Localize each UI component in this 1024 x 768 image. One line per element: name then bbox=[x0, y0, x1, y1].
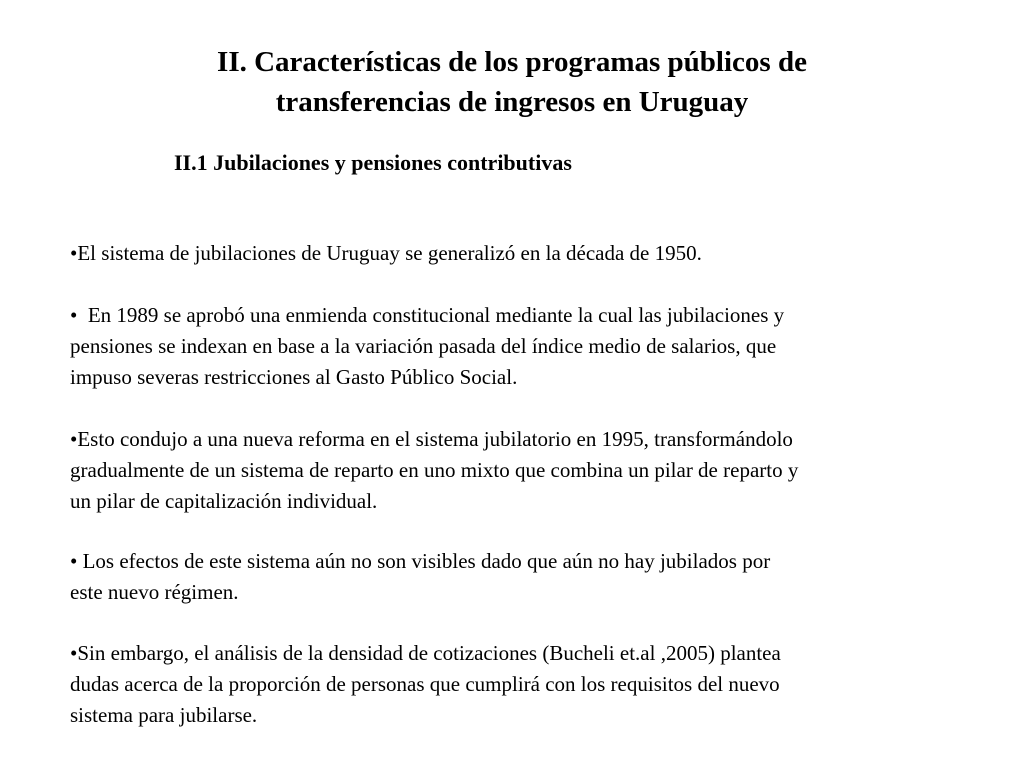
paragraph-line bbox=[70, 238, 970, 269]
slide-title bbox=[0, 42, 1024, 122]
paragraph-text: sistema para jubilarse. bbox=[70, 703, 258, 727]
paragraph-text: un pilar de capitalización individual. bbox=[70, 489, 378, 513]
paragraph-line bbox=[70, 424, 970, 455]
paragraph-line bbox=[70, 638, 970, 669]
paragraph-line bbox=[70, 700, 970, 731]
bullet-icon: • bbox=[70, 641, 78, 665]
paragraph-line bbox=[70, 577, 970, 608]
paragraph-line bbox=[70, 455, 970, 486]
slide-title-line-1: II. Características de los programas públicos de bbox=[217, 46, 807, 78]
paragraph-line bbox=[70, 362, 970, 393]
slide-subtitle: II.1 Jubilaciones y pensiones contributivas bbox=[174, 150, 572, 175]
paragraph-text: gradualmente de un sistema de reparto en uno mixto que combina un pilar de reparto y bbox=[70, 458, 799, 482]
paragraph-text: En 1989 se aprobó una enmienda constitucional mediante la cual las jubilaciones y bbox=[87, 303, 785, 327]
bullet-paragraph bbox=[70, 546, 970, 608]
bullet-paragraph bbox=[70, 424, 970, 517]
paragraph-text: Esto condujo a una nueva reforma en el sistema jubilatorio en 1995, transformándolo bbox=[77, 427, 793, 451]
bullet-icon: • bbox=[70, 303, 78, 327]
bullet-icon: • bbox=[70, 427, 78, 451]
bullet-paragraph bbox=[70, 300, 970, 393]
paragraph-line bbox=[70, 669, 970, 700]
paragraph-line bbox=[70, 486, 970, 517]
paragraph-text: Los efectos de este sistema aún no son visibles dado que aún no hay jubilados por bbox=[82, 549, 771, 573]
bullet-paragraph bbox=[70, 638, 970, 731]
bullet-paragraph bbox=[70, 238, 970, 269]
paragraph-line bbox=[70, 300, 970, 331]
paragraph-text: El sistema de jubilaciones de Uruguay se generalizó en la década de 1950. bbox=[77, 241, 702, 265]
paragraph-text: pensiones se indexan en base a la variación pasada del índice medio de salarios, que bbox=[70, 334, 777, 358]
paragraph-text: Sin embargo, el análisis de la densidad de cotizaciones (Bucheli et.al ,2005) plantea bbox=[77, 641, 781, 665]
bullet-icon: • bbox=[70, 549, 78, 573]
paragraph-line bbox=[70, 546, 970, 577]
paragraph-text: dudas acerca de la proporción de personas que cumplirá con los requisitos del nuevo bbox=[70, 672, 780, 696]
paragraph-text: impuso severas restricciones al Gasto Público Social. bbox=[70, 365, 518, 389]
slide-title-line-2: transferencias de ingresos en Uruguay bbox=[275, 86, 749, 118]
paragraph-text: este nuevo régimen. bbox=[70, 580, 239, 604]
paragraph-line bbox=[70, 331, 970, 362]
bullet-icon: • bbox=[70, 241, 78, 265]
